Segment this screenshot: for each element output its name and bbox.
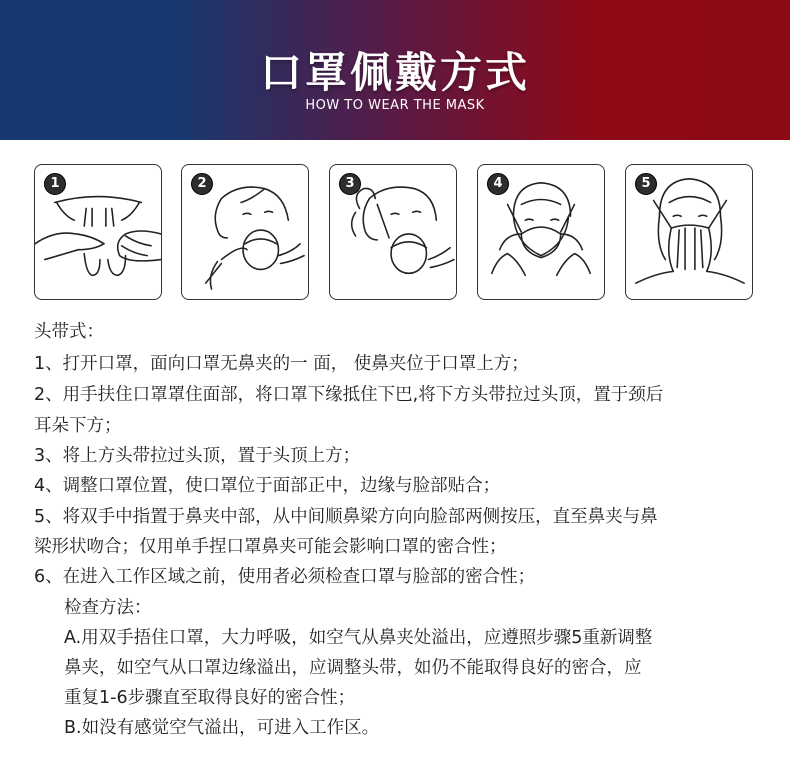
step-number-badge: 2	[191, 173, 213, 195]
instructions-heading: 头带式：	[34, 322, 104, 342]
instruction-line: 耳朵下方；	[34, 416, 122, 436]
check-line: B.如没有感觉空气溢出，可进入工作区。	[64, 718, 380, 738]
instruction-line: 4、调整口罩位置，使口罩位于面部正中，边缘与脸部贴合；	[34, 476, 501, 496]
step-card-4	[477, 164, 605, 300]
instruction-line: 2、用手扶住口罩罩住面部，将口罩下缘抵住下巴,将下方头带拉过头顶，置于颈后	[34, 385, 664, 405]
step-number-badge: 3	[339, 173, 361, 195]
page-subtitle: HOW TO WEAR THE MASK	[305, 98, 485, 113]
instruction-line: 梁形状吻合；仅用单手捏口罩鼻夹可能会影响口罩的密合性；	[34, 537, 507, 557]
step-card-2	[181, 164, 309, 300]
step-card-3	[329, 164, 457, 300]
check-line: 鼻夹，如空气从口罩边缘溢出，应调整头带，如仍不能取得良好的密合，应	[64, 658, 642, 678]
step-card-1	[34, 164, 162, 300]
check-line: A.用双手捂住口罩，大力呼吸，如空气从鼻夹处溢出，应遵照步骤5重新调整	[64, 628, 653, 648]
step-number-badge: 4	[487, 173, 509, 195]
instruction-line: 3、将上方头带拉过头顶，置于头顶上方；	[34, 446, 361, 466]
instruction-line: 1、打开口罩，面向口罩无鼻夹的一 面， 使鼻夹位于口罩上方；	[34, 354, 529, 374]
instruction-line: 6、在进入工作区域之前，使用者必须检查口罩与脸部的密合性；	[34, 567, 536, 587]
check-line: 重复1-6步骤直至取得良好的密合性；	[64, 688, 356, 708]
step-card-5	[625, 164, 753, 300]
step-number-badge: 1	[44, 173, 66, 195]
page-title: 口罩佩戴方式	[259, 48, 530, 97]
step-number-badge: 5	[635, 173, 657, 195]
check-method-heading: 检查方法：	[64, 598, 152, 618]
instruction-line: 5、将双手中指置于鼻夹中部，从中间顺鼻梁方向向脸部两侧按压，直至鼻夹与鼻	[34, 507, 658, 527]
